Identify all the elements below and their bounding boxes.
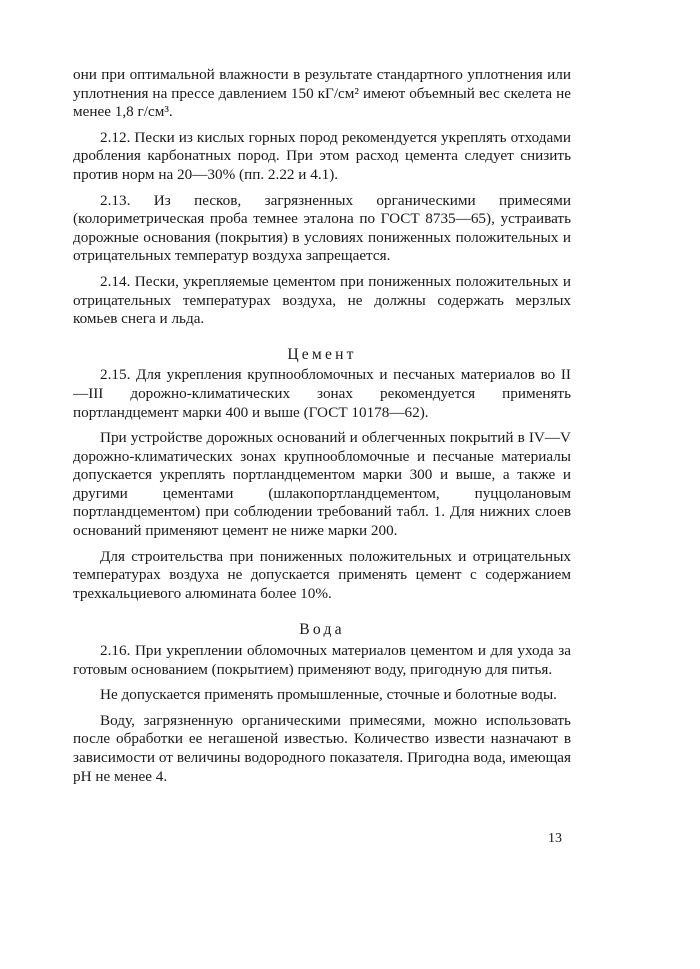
section-heading-cement: Цемент xyxy=(287,345,357,363)
paragraph-continuation: они при оптимальной влажности в результате стандартного уплотнения или уплотнения на прессе давлением 150 кГ/см² имеют объемный вес скелета не менее 1,8 г/см³. xyxy=(73,66,571,121)
section-heading-water: Вода xyxy=(299,621,345,639)
paragraph-2-16: 2.16. При укреплении обломочных материалов цементом и для ухода за готовым основанием (покрытием) применяют воду, пригодную для питья. xyxy=(73,642,571,678)
paragraph-2-12: 2.12. Пески из кислых горных пород рекомендуется укреплять отходами дробления карбонатных пород. При этом расход цемента следует снизить против норм на 20—30% (пп. 2.22 и 4.1). xyxy=(73,128,571,183)
page-number: 13 xyxy=(548,831,562,846)
paragraph-2-14: 2.14. Пески, укрепляемые цементом при пониженных положительных и отрицательных температурах воздуха, не должны содержать мерзлых комьев снега и льда. xyxy=(73,272,571,328)
paragraph-cement-3: Для строительства при пониженных положительных и отрицательных температурах воздуха не допускается применять цемент с содержанием трехкальциевого алюмината более 10%. xyxy=(73,547,571,602)
paragraph-2-15: 2.15. Для укрепления крупнообломочных и песчаных материалов во II—III дорожно-климатических зонах рекомендуется применять портландцемент марки 400 и выше (ГОСТ 10178—62). xyxy=(73,366,571,421)
paragraph-water-2: Не допускается применять промышленные, сточные и болотные воды. xyxy=(100,686,557,704)
paragraph-cement-2: При устройстве дорожных оснований и облегченных покрытий в IV—V дорожно-климатических зонах крупнообломочные и песчаные материалы допускается укреплять портландцементом марки 300 и выше, а также и другими цементами (шлакопортландцементом, пуццолановым портландцементом) при соблюдении требований табл. 1. Для нижних слоев оснований применяют цемент не ниже марки 200. xyxy=(73,429,571,540)
paragraph-2-13: 2.13. Из песков, загрязненных органическими примесями (колориметрическая проба темнее эталона по ГОСТ 8735—65), устраивать дорожные основания (покрытия) в условиях пониженных положительных и отрицательных температур воздуха запрещается. xyxy=(73,191,571,265)
paragraph-water-3: Воду, загрязненную органическими примесями, можно использовать после обработки ее негашеной известью. Количество извести назначают в зависимости от величины водородного показателя. Пригодна вода, имеющая pH не менее 4. xyxy=(73,711,571,785)
document-page xyxy=(73,66,571,786)
